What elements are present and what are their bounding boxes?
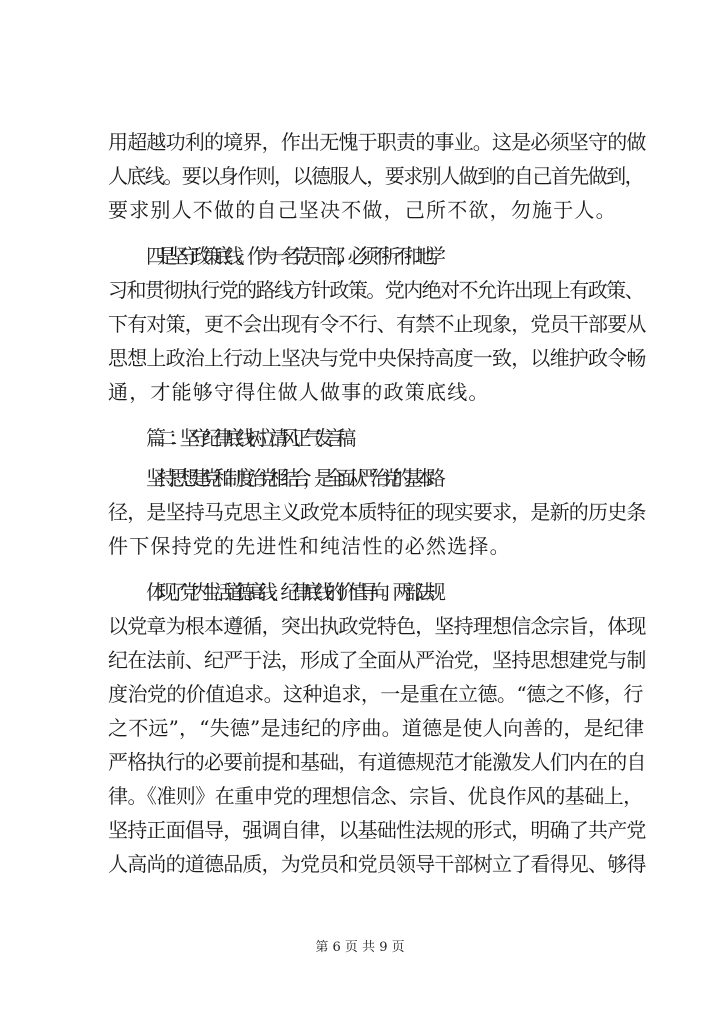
text-line: 件下保持党的先进性和纯洁性的必然选择。	[108, 534, 511, 558]
text-line: 人高尚的道德品质，为党员和党员领导干部树立了看得见、够得	[108, 852, 646, 876]
text-line: 严格执行的必要前提和基础，有道德规范才能激发人们内在的自	[108, 750, 646, 774]
text-line: 下有对策，更不会出现有令不行、有禁不止现象，党员干部要从	[108, 312, 646, 336]
text-line: 思想上政治上行动上坚决与党中央保持高度一致，以维护政令畅	[108, 346, 646, 370]
text-line: 纪在法前、纪严于法，形成了全面从严治党，坚持思想建党与制	[108, 648, 646, 672]
text-line: 坚持思想建党和制度治党相结合，是全面从严治党的基本路	[146, 466, 438, 490]
text-line: 要求别人不做的自己坚决不做，己所不欲，勿施于人。	[108, 198, 617, 222]
text-line: 之不远”，“失德”是违纪的序曲。道德是使人向善的，是纪律	[108, 716, 645, 740]
text-line: 度治党的价值追求。这种追求，一是重在立德。“德之不修，行	[108, 682, 643, 706]
text-line: 以党章为根本遵循，突出执政党特色，坚持理想信念宗旨，体现	[108, 614, 646, 638]
text-line: 用超越功利的境界，作出无愧于职责的事业。这是必须坚守的做	[108, 130, 646, 154]
text-line: 体现了党内生活道德高线、纪律底线的价值导向。两部法规	[146, 580, 438, 604]
text-line: 径，是坚持马克思主义政党本质特征的现实要求，是新的历史条	[108, 500, 646, 524]
text-line: 习和贯彻执行党的路线方针政策。党内绝对不允许出现上有政策、	[108, 278, 644, 302]
text-line: 四是坚守政策底线。作为一名党员干部，必须不折不扣地学	[146, 244, 438, 268]
page-number-footer: 第 6 页 共 9 页	[315, 940, 405, 955]
text-line: 人底线。要以身作则，以德服人，要求别人做到的自己首先做到，	[108, 164, 644, 188]
text-line: 通，才能够守得住做人做事的政策底线。	[108, 380, 490, 404]
text-line: 坚持正面倡导，强调自律，以基础性法规的形式，明确了共产党	[108, 818, 646, 842]
section-heading: 篇二：坚守纪律底线树立清风正气发言稿	[146, 426, 348, 450]
text-line: 律。《准则》在重申党的理想信念、宗旨、优良作风的基础上，	[108, 784, 643, 808]
